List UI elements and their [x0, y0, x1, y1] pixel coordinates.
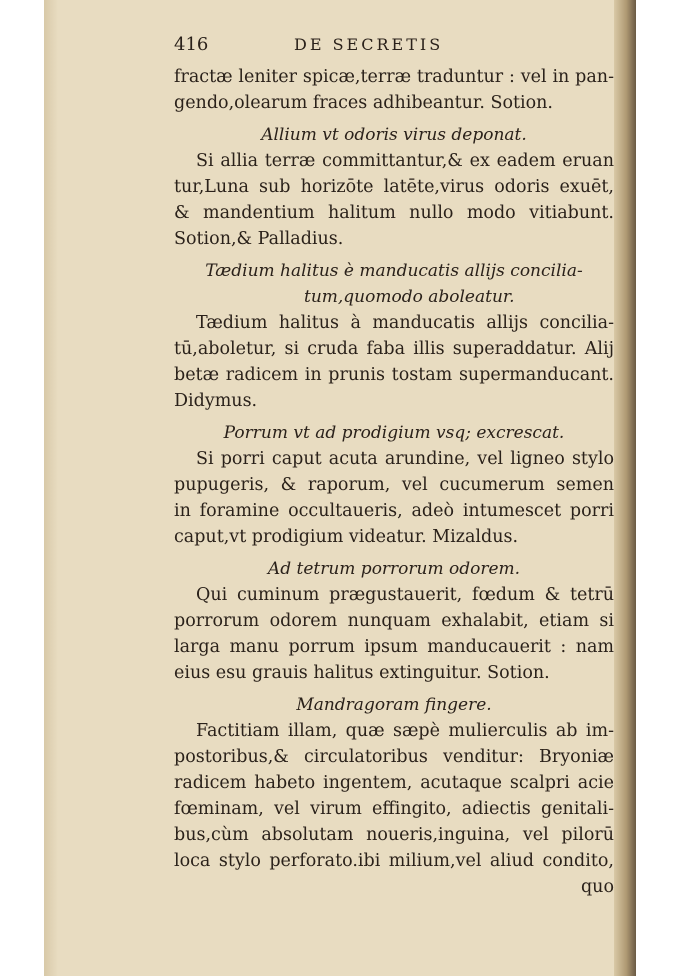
text-line: Qui cuminum prægustauerit, fœdum & tetrū: [196, 585, 614, 605]
running-title: DE SECRETIS: [294, 35, 444, 54]
text-line: tū,aboletur, si cruda faba illis superaddatur. Alij: [174, 339, 614, 359]
text-line: fœminam, vel virum effingito, adiectis genitali-: [174, 799, 614, 819]
page-text-block: [174, 34, 614, 900]
book-page: [44, 0, 636, 976]
page-header: [174, 34, 614, 64]
text-line: Factitiam illam, quæ sæpè mulierculis ab im-: [196, 721, 614, 741]
text-line: & mandentium halitum nullo modo vitiabunt.: [174, 203, 614, 223]
section-heading: Porrum vt ad prodigium vsq; excrescat.: [223, 423, 565, 443]
text-line: tur,Luna sub horizōte latēte,virus odoris exuēt,: [174, 177, 614, 197]
text-line: in foramine occultaueris, adeò intumescet porri: [174, 501, 614, 521]
text-line: porrorum odorem nunquam exhalabit, etiam si: [174, 611, 614, 631]
text-line: Sotion,& Palladius.: [174, 229, 344, 249]
text-line: Si allia terræ committantur,& ex eadem eruan: [196, 151, 614, 171]
section-heading: Ad tetrum porrorum odorem.: [267, 559, 521, 579]
text-line: fractæ leniter spicæ,terræ traduntur : vel in pan-: [174, 67, 614, 87]
text-line: Tædium halitus à manducatis allijs concilia-: [196, 313, 614, 333]
section-heading: Mandragoram fingere.: [296, 695, 492, 715]
text-line: bus,cùm absolutam noueris,inguina, vel pilorū: [174, 825, 614, 845]
section-heading-continued: tum,quomodo aboleatur.: [304, 287, 515, 307]
text-line: caput,vt prodigium videatur. Mizaldus.: [174, 527, 519, 547]
text-line: pupugeris, & raporum, vel cucumerum semen: [174, 475, 614, 495]
book-spine-shadow: [614, 0, 636, 976]
text-line: postoribus,& circulatoribus venditur: Bryoniæ: [174, 747, 614, 767]
text-line: loca stylo perforato.ibi milium,vel aliud condito,: [174, 851, 614, 871]
text-line: larga manu porrum ipsum manducauerit : nam: [174, 637, 614, 657]
text-line: radicem habeto ingentem, acutaque scalpri acie: [174, 773, 614, 793]
catchword: quo: [580, 877, 614, 897]
section-heading: Allium vt odoris virus deponat.: [261, 125, 527, 145]
section-heading: Tædium halitus è manducatis allijs concilia-: [205, 261, 583, 281]
text-line: Si porri caput acuta arundine, vel ligneo stylo: [196, 449, 614, 469]
text-line: Didymus.: [174, 391, 258, 411]
text-line: betæ radicem in prunis tostam supermanducant.: [174, 365, 614, 385]
page-edge-shadow: [44, 0, 58, 976]
text-line: eius esu grauis halitus extinguitur. Sotion.: [174, 663, 550, 683]
page-number: 416: [174, 34, 209, 55]
text-line: gendo,olearum fraces adhibeantur. Sotion.: [174, 93, 553, 113]
